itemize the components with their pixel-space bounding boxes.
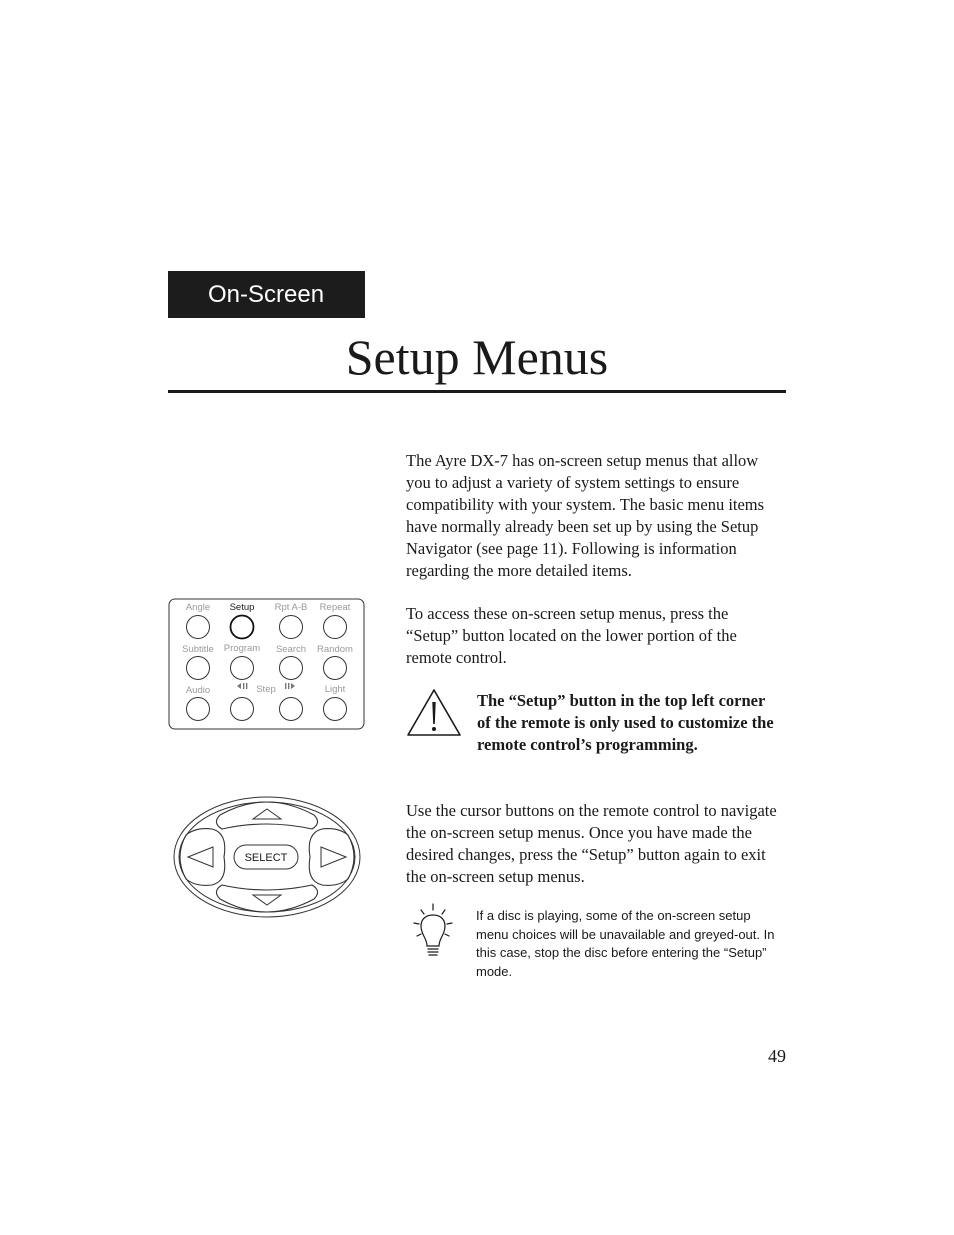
- navigate-paragraph: Use the cursor buttons on the remote control to navigate the on-screen setup menus. Once you have made the desired changes, press the “Setup” button again to exit the on-screen setup menus.: [406, 801, 777, 886]
- button-label-repeat: Repeat: [319, 602, 351, 613]
- program-button[interactable]: [231, 657, 254, 680]
- audio-button[interactable]: [187, 698, 210, 721]
- page-number: 49: [768, 1046, 786, 1066]
- repeat-button[interactable]: [324, 616, 347, 639]
- setup-button[interactable]: [231, 616, 254, 639]
- arrow-left-icon: [188, 847, 213, 867]
- arrow-up-icon: [253, 809, 281, 819]
- button-label-light: Light: [324, 684, 346, 695]
- cursor-pad: [172, 795, 362, 919]
- button-label-rpt-ab: Rpt A-B: [274, 602, 308, 613]
- button-label-angle: Angle: [185, 602, 211, 613]
- random-button[interactable]: [324, 657, 347, 680]
- step-back-icon: [237, 683, 247, 689]
- title-rule: [168, 390, 786, 393]
- step-forward-icon: [285, 683, 295, 689]
- select-label: SELECT: [244, 852, 288, 864]
- button-label-audio: Audio: [185, 685, 211, 696]
- page-title: Setup Menus: [345, 329, 609, 385]
- lightbulb-icon: [410, 902, 456, 962]
- tip-text: If a disc is playing, some of the on-screen setup menu choices will be unavailable and greyed-out. In this case, stop the disc before entering the “Setup” mode.: [476, 908, 775, 979]
- search-button[interactable]: [280, 657, 303, 680]
- button-label-program: Program: [223, 643, 261, 654]
- step-back-button[interactable]: [231, 698, 254, 721]
- button-label-subtitle: Subtitle: [182, 644, 214, 655]
- panel-border: [169, 599, 364, 729]
- light-button[interactable]: [324, 698, 347, 721]
- arrow-down-icon: [253, 895, 281, 905]
- intro-paragraph: The Ayre DX-7 has on-screen setup menus that allow you to adjust a variety of system settings to ensure compatibility with your system. The basic menu items have normally already been set up by using the Setup Navigator (see page 11). Following is information regarding the more detailed items.: [406, 451, 765, 580]
- remote-button-panel: [168, 598, 365, 731]
- warning-triangle-icon: [406, 688, 462, 738]
- button-label-setup: Setup: [229, 602, 255, 613]
- angle-button[interactable]: [187, 616, 210, 639]
- rpt-ab-button[interactable]: [280, 616, 303, 639]
- access-paragraph: To access these on-screen setup menus, press the “Setup” button located on the lower portion of the remote control.: [406, 604, 737, 667]
- step-forward-button[interactable]: [280, 698, 303, 721]
- arrow-right-icon: [321, 847, 346, 867]
- button-label-random: Random: [317, 644, 353, 655]
- warning-text: The “Setup” button in the top left corner of the remote is only used to customize the remote control’s programming.: [477, 691, 774, 754]
- subtitle-button[interactable]: [187, 657, 210, 680]
- button-label-step: Step: [256, 684, 276, 695]
- button-label-search: Search: [275, 644, 307, 655]
- section-tab: On-Screen: [168, 271, 365, 318]
